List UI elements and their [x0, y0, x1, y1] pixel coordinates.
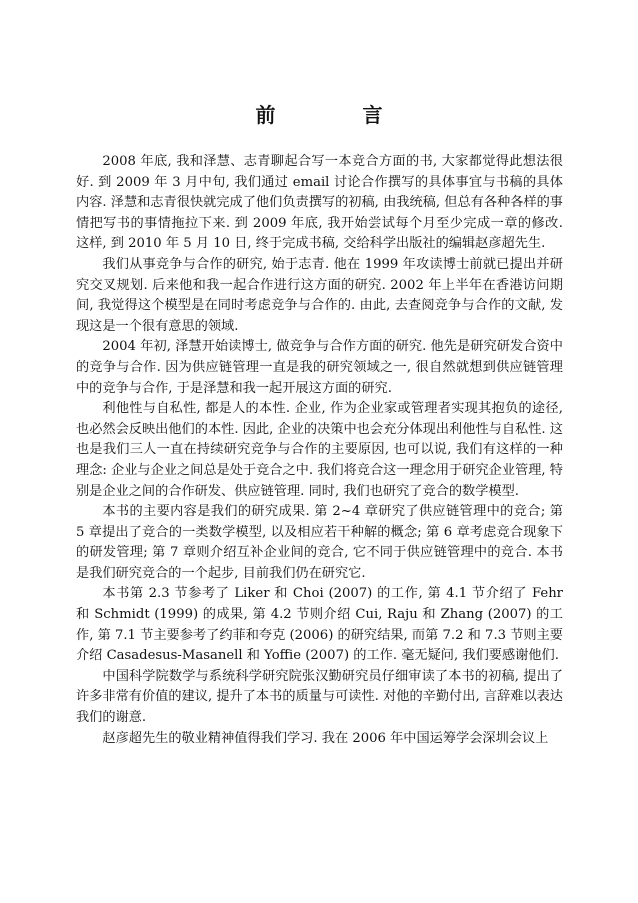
- paragraph: 本书的主要内容是我们的研究成果. 第 2~4 章研究了供应链管理中的竞合; 第 5 章提出了竞合的一类数学模型, 以及相应若干种解的概念; 第 6 章考虑竞合现象下的研发管理; 第 7 章则介绍互补企业间的竞合, 它不同于供应链管理中的竞合. 本书是我们研究竞合的一个起步, 目前我们仍在研究它.: [76, 504, 563, 581]
- paragraph: 赵彦超先生的敬业精神值得我们学习. 我在 2006 年中国运筹学会深圳会议上: [102, 730, 549, 746]
- paragraph: 2008 年底, 我和泽慧、志青聊起合写一本竞合方面的书, 大家都觉得此想法很好. 到 2009 年 3 月中旬, 我们通过 email 讨论合作撰写的具体事宜与书稿的具体内容. 泽慧和志青很快就完成了他们负责撰写的初稿, 由我统稿, 但总有各种各样的事情把写书的事情拖拉下来. 到 2009 年底, 我开始尝试每个月至少完成一章的修改. 这样, 到 2010 年 5 月 10 日, 终于完成书稿, 交给科学出版社的编辑赵彦超先生.: [76, 154, 563, 252]
- preface-body: [76, 152, 563, 749]
- paragraph: 利他性与自私性, 都是人的本性. 企业, 作为企业家或管理者实现其抱负的途径, 也必然会反映出他们的本性. 因此, 企业的决策中也会充分体现出利他性与自私性. 这也是我们三人一直在持续研究竞争与合作的主要原因, 也可以说, 我们有这样的一种理念: 企业与企业之间总是处于竞合之中. 我们将竞合这一理念用于研究企业管理, 特别是企业之间的合作研发、供应链管理. 同时, 我们也研究了竞合的数学模型.: [76, 401, 563, 499]
- paragraph: 中国科学院数学与系统科学研究院张汉勤研究员仔细审读了本书的初稿, 提出了许多非常有价值的建议, 提升了本书的质量与可读性. 对他的辛勤付出, 言辞难以表达我们的谢意.: [76, 668, 563, 726]
- paragraph: 2004 年初, 泽慧开始读博士, 做竞争与合作方面的研究. 他先是研究研发合资中的竞争与合作. 因为供应链管理一直是我的研究领域之一, 很自然就想到供应链管理中的竞争与合作, 于是泽慧和我一起开展这方面的研究.: [76, 339, 563, 396]
- paragraph: 本书第 2.3 节参考了 Liker 和 Choi (2007) 的工作, 第 4.1 节介绍了 Fehr 和 Schmidt (1999) 的成果, 第 4.2 节则介绍 Cui, Raju 和 Zhang (2007) 的工作, 第 7.1 节主要参考了约菲和夸克 (2006) 的研究结果, 而第 7.2 和 7.3 节则主要介绍 Casadesus-Masanell 和 Yoffie (2007) 的工作. 毫无疑问, 我们要感谢他们.: [76, 586, 563, 664]
- paragraph: 我们从事竞争与合作的研究, 始于志青. 他在 1999 年攻读博士前就已提出并研究交叉规划. 后来他和我一起合作进行这方面的研究. 2002 年上半年在香港访问期间, 我觉得这个模型是在同时考虑竞争与合作的. 由此, 去查阅竞争与合作的文献, 发现这是一个很有意思的领域.: [76, 256, 563, 334]
- page-title: 前 言: [255, 103, 423, 127]
